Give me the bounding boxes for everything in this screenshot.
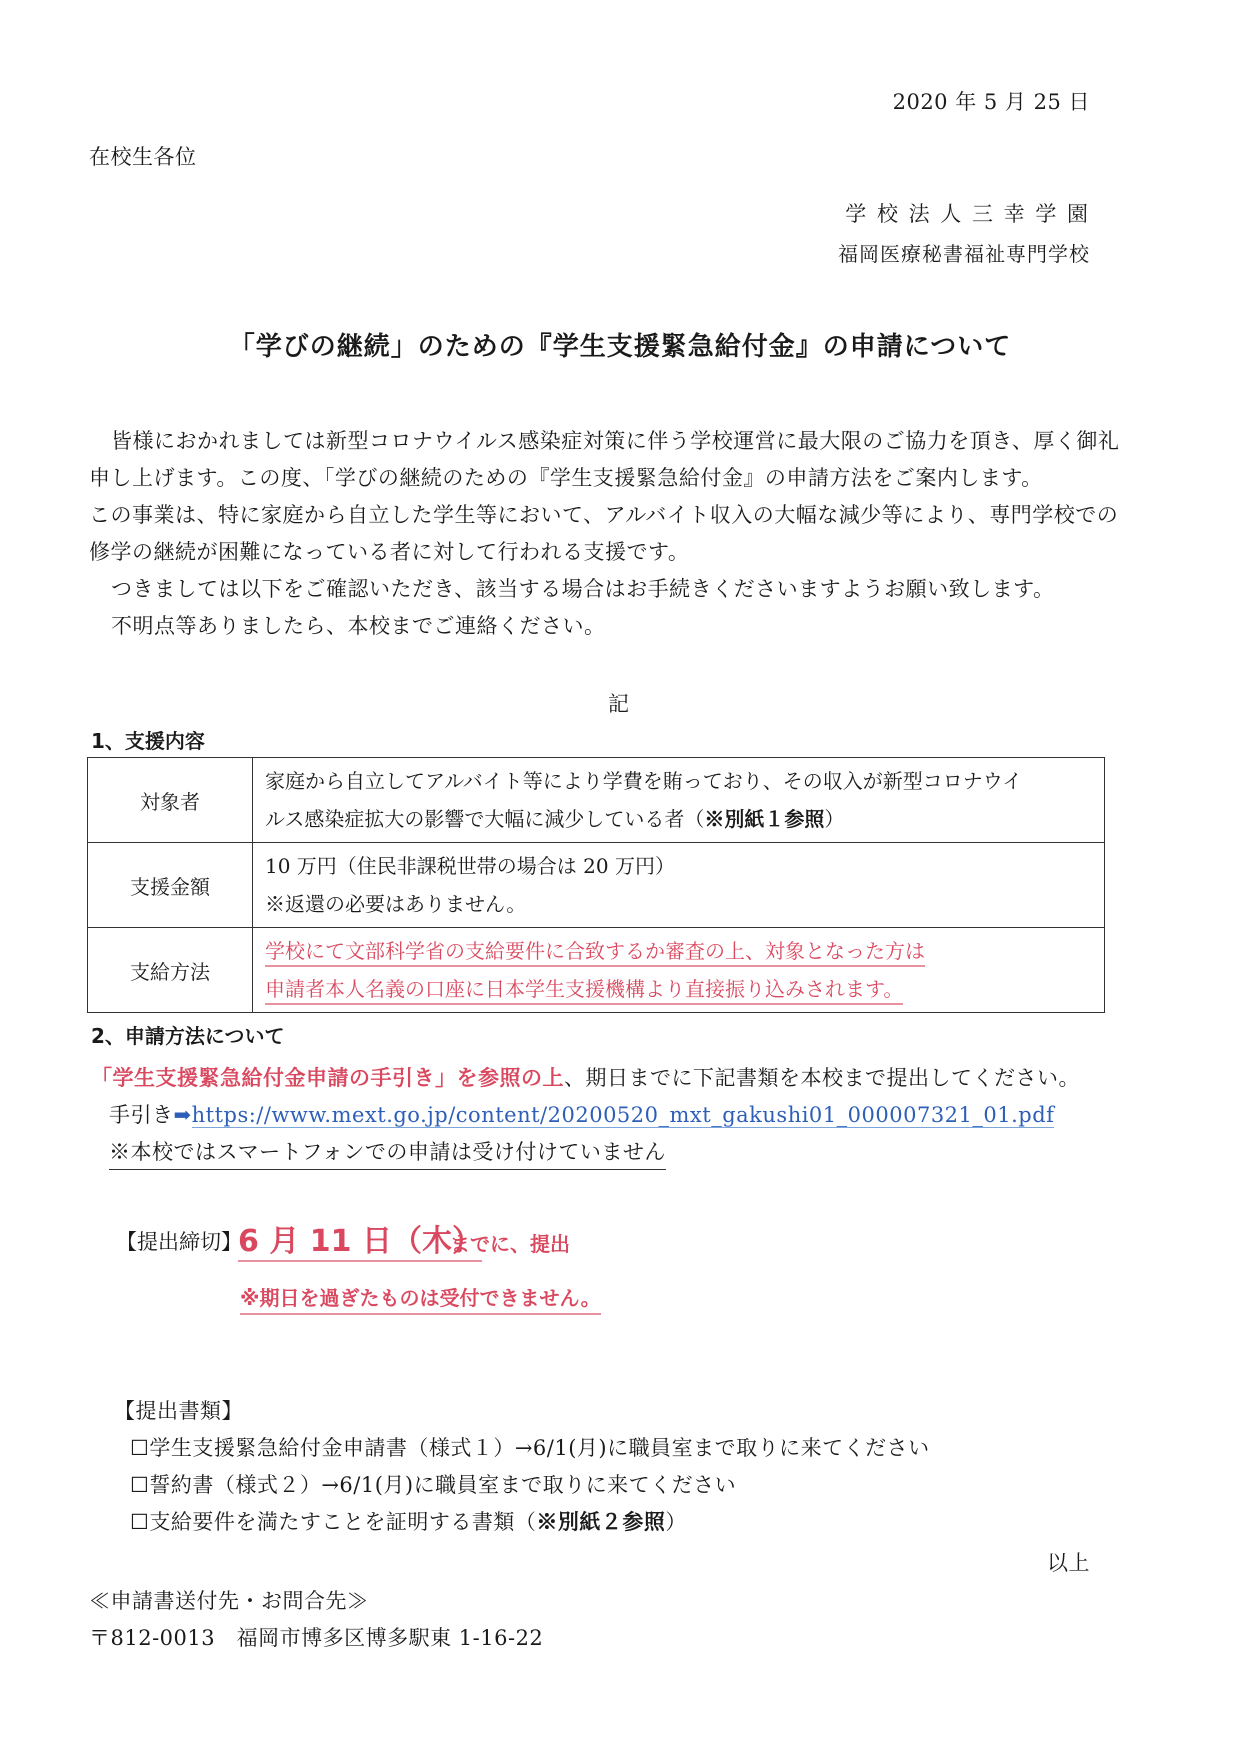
school-name: 福岡医療秘書福祉専門学校 (838, 242, 1090, 266)
document-item-3 (130, 1506, 687, 1536)
smartphone-note: ※本校ではスマートフォンでの申請は受け付けていません (109, 1136, 666, 1170)
tebiki-line (109, 1099, 1054, 1129)
document-item-1: ☐学生支援緊急給付金申請書（様式１）→6/1(月)に職員室まで取りに来てください (130, 1436, 930, 1460)
row-value-amount (253, 843, 1105, 928)
document-item-3-text: ☐支給要件を満たすことを証明する書類（ (130, 1510, 537, 1534)
table-row (88, 758, 1105, 843)
contact-heading: ≪申請書送付先・お問合先≫ (89, 1589, 369, 1613)
row-value-eligible (253, 758, 1105, 843)
guide-link[interactable]: https://www.mext.go.jp/content/20200520_mxt_gakushi01_000007321_01.pdf (191, 1103, 1055, 1127)
deadline-date: 6 月 11 日（木） (238, 1216, 482, 1262)
organization-name: 学 校 法 人 三 幸 学 園 (845, 202, 1090, 226)
deadline-note: ※期日を過ぎたものは受付できません。 (240, 1282, 601, 1315)
contact-address: 〒812-0013 福岡市博多区博多駅東 1-16-22 (89, 1626, 544, 1650)
document-item-2: ☐誓約書（様式２）→6/1(月)に職員室まで取りに来てください (130, 1473, 737, 1497)
arrow-right-icon: ➡ (173, 1103, 192, 1127)
page-title: 「学びの継続」のための『学生支援緊急給付金』の申請について (228, 332, 1012, 362)
closing-mark: 以上 (1047, 1551, 1090, 1575)
document-date: 2020 年 5 月 25 日 (892, 90, 1090, 114)
eligible-line-1: 家庭から自立してアルバイト等により学費を賄っており、その収入が新型コロナウイ (265, 769, 1023, 793)
eligible-line-2-ref: ※別紙１参照 (704, 807, 825, 831)
intro-line-1: 皆様におかれましては新型コロナウイルス感染症対策に伴う学校運営に最大限のご協力を頂き、厚く御礼 (111, 429, 1120, 453)
row-label-method: 支給方法 (88, 928, 253, 1013)
row-label-amount: 支援金額 (88, 843, 253, 928)
deadline-label: 【提出締切】 (116, 1230, 242, 1254)
intro-line-5: つきましては以下をご確認いただき、該当する場合はお手続きくださいますようお願い致します。 (111, 577, 1055, 601)
amount-line-1: 10 万円（住民非課税世帯の場合は 20 万円） (265, 854, 675, 878)
intro-line-4: 修学の継続が困難になっている者に対して行われる支援です。 (89, 540, 690, 564)
recipient: 在校生各位 (89, 145, 197, 169)
amount-line-2: ※返還の必要はありません。 (265, 892, 527, 916)
document-item-3-ref: ※別紙２参照 (536, 1509, 666, 1534)
eligible-line-2 (265, 800, 1092, 838)
table-row (88, 843, 1105, 928)
section-1-heading: 1、支援内容 (91, 729, 205, 753)
guide-instruction-rest: 、期日までに下記書類を本校まで提出してください。 (564, 1066, 1080, 1090)
document-item-3-end: ） (665, 1510, 687, 1534)
ki-heading: 記 (608, 692, 630, 716)
eligible-line-2-text: ルス感染症拡大の影響で大幅に減少している者（ (265, 807, 705, 831)
intro-line-6: 不明点等ありましたら、本校までご連絡ください。 (111, 614, 606, 638)
section-2-heading: 2、申請方法について (91, 1024, 285, 1048)
method-line-2: 申請者本人名義の口座に日本学生支援機構より直接振り込みされます。 (265, 977, 903, 1005)
support-content-table (87, 757, 1105, 1013)
guide-reference: 「学生支援緊急給付金申請の手引き」を参照の上 (91, 1066, 564, 1090)
method-line-1: 学校にて文部科学省の支給要件に合致するか審査の上、対象となった方は (265, 939, 925, 967)
guide-instruction (91, 1062, 1080, 1092)
table-row (88, 928, 1105, 1013)
documents-heading: 【提出書類】 (114, 1399, 243, 1423)
eligible-line-2-end: ） (824, 807, 845, 831)
intro-line-2: 申し上げます。この度、「学びの継続のための『学生支援緊急給付金』の申請方法をご案内します。 (89, 466, 1043, 490)
tebiki-label: 手引き (109, 1103, 174, 1127)
intro-line-3: この事業は、特に家庭から自立した学生等において、アルバイト収入の大幅な減少等により、専門学校での (89, 503, 1119, 527)
deadline-suffix: までに、提出 (450, 1232, 570, 1256)
row-value-method (253, 928, 1105, 1013)
row-label-eligible: 対象者 (88, 758, 253, 843)
